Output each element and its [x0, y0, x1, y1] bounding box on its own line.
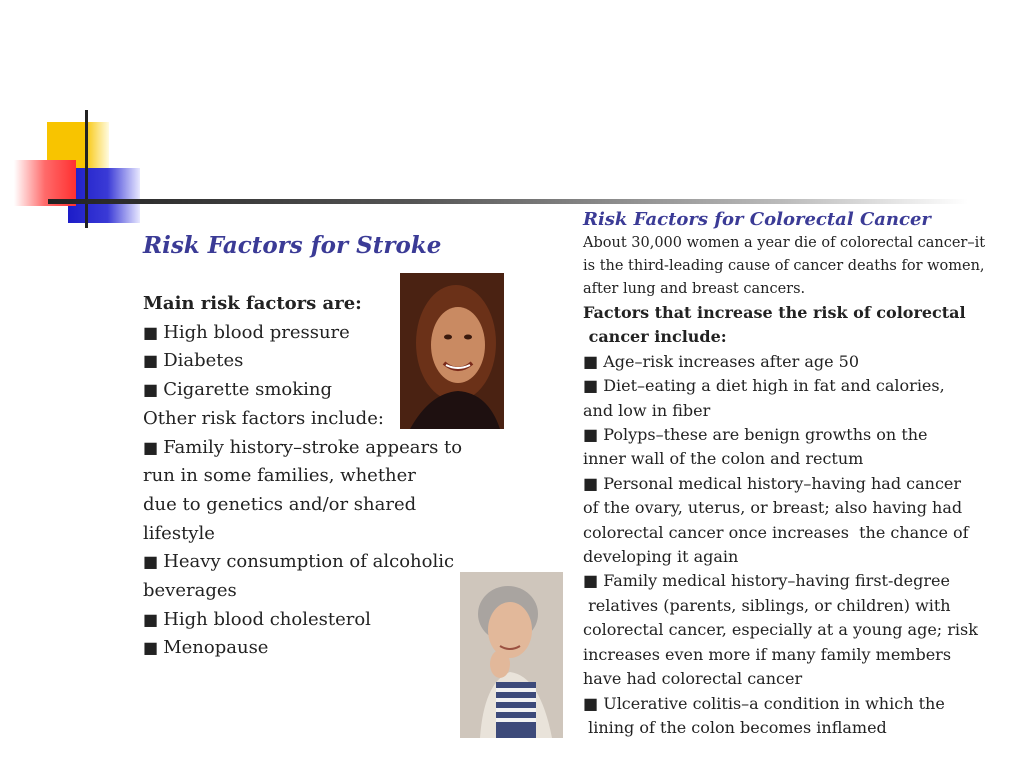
colorectal-item-text: Age–risk increases after age 50 — [603, 351, 860, 371]
stroke-item-text: High blood cholesterol — [163, 608, 371, 630]
stroke-item-line — [143, 606, 473, 635]
colorectal-item-line — [583, 692, 1003, 716]
stroke-item-text: Cigarette smoking — [163, 379, 333, 401]
colorectal-item-text: Ulcerative colitis–a condition in which the — [603, 693, 945, 713]
bullet-square-icon: ■ — [143, 437, 164, 457]
stroke-item-line — [143, 491, 473, 520]
colorectal-item-line — [583, 594, 1003, 618]
stroke-item-text: Family history–stroke appears to — [163, 436, 463, 458]
stroke-item-line — [143, 548, 473, 577]
colorectal-item-line — [583, 472, 1003, 496]
header-divider-line — [48, 199, 968, 204]
colorectal-item-line — [583, 423, 1003, 447]
colorectal-item-line — [583, 569, 1003, 593]
colorectal-intro-line: is the third-leading cause of cancer deaths for women, — [583, 258, 985, 274]
colorectal-item-text: lining of the colon becomes inflamed — [583, 717, 887, 737]
colorectal-intro-line: after lung and breast cancers. — [583, 281, 806, 297]
colorectal-title: Risk Factors for Colorectal Cancer — [583, 209, 931, 230]
colorectal-item-line — [583, 374, 1003, 398]
bullet-square-icon: ■ — [143, 638, 164, 658]
woman-smiling-photo — [400, 273, 504, 429]
stroke-item-line — [143, 634, 473, 663]
colorectal-item-text: colorectal cancer, especially at a young age; risk — [583, 620, 978, 640]
bullet-square-icon: ■ — [583, 351, 604, 371]
colorectal-item-line — [583, 545, 1003, 569]
colorectal-item-line — [583, 521, 1003, 545]
stroke-item-text: High blood pressure — [163, 321, 350, 343]
bullet-square-icon: ■ — [583, 571, 604, 591]
bullet-square-icon: ■ — [583, 376, 604, 396]
logo-vertical-line — [85, 110, 88, 228]
colorectal-intro-line: About 30,000 women a year die of colorectal cancer–it — [583, 235, 986, 251]
stroke-item-text: due to genetics and/or shared — [143, 493, 417, 515]
stroke-item-line — [143, 577, 473, 606]
colorectal-item-line — [583, 716, 1003, 740]
colorectal-item-line — [583, 618, 1003, 642]
colorectal-item-line — [583, 643, 1003, 667]
factors-heading-line: cancer include: — [583, 327, 727, 347]
colorectal-item-text: and low in fiber — [583, 400, 711, 420]
colorectal-item-line — [583, 496, 1003, 520]
colorectal-item-text: Personal medical history–having had cancer — [603, 473, 962, 493]
stroke-title: Risk Factors for Stroke — [143, 232, 442, 259]
colorectal-item-text: developing it again — [583, 547, 739, 567]
colorectal-item-line — [583, 399, 1003, 423]
stroke-item-text: Diabetes — [163, 350, 244, 372]
bullet-square-icon: ■ — [143, 552, 164, 572]
stroke-item-text: Other risk factors include: — [143, 407, 384, 429]
bullet-square-icon: ■ — [143, 380, 164, 400]
colorectal-item-text: colorectal cancer once increases the chance of — [583, 522, 969, 542]
stroke-item-text: Menopause — [163, 637, 269, 659]
colorectal-item-line — [583, 350, 1003, 374]
colorectal-item-text: Diet–eating a diet high in fat and calories, — [603, 376, 945, 396]
older-woman-photo — [460, 572, 563, 738]
colorectal-section — [583, 208, 1003, 740]
colorectal-item-text: increases even more if many family members — [583, 644, 952, 664]
colorectal-item-text: Family medical history–having first-degree — [603, 571, 950, 591]
bullet-square-icon: ■ — [583, 425, 604, 445]
stroke-item-line — [143, 434, 473, 463]
stroke-item-text: beverages — [143, 580, 237, 602]
colorectal-item-text: Polyps–these are benign growths on the — [603, 425, 928, 445]
bullet-square-icon: ■ — [143, 322, 164, 342]
stroke-item-text: lifestyle — [143, 522, 215, 544]
logo-blue-square — [68, 168, 140, 223]
stroke-item-line — [143, 520, 473, 549]
bullet-square-icon: ■ — [143, 351, 164, 371]
colorectal-item-text: inner wall of the colon and rectum — [583, 449, 864, 469]
colorectal-list — [583, 350, 1003, 741]
colorectal-item-text: have had colorectal cancer — [583, 669, 803, 689]
stroke-item-text: Main risk factors are: — [143, 293, 362, 314]
stroke-item-text: run in some families, whether — [143, 465, 416, 487]
stroke-item-text: Heavy consumption of alcoholic — [163, 551, 455, 573]
colorectal-item-text: of the ovary, uterus, or breast; also having had — [583, 498, 963, 518]
colorectal-item-text: relatives (parents, siblings, or children) with — [583, 595, 951, 615]
factors-heading-line: Factors that increase the risk of colorectal — [583, 303, 966, 322]
colorectal-item-line — [583, 447, 1003, 471]
stroke-item-line — [143, 462, 473, 491]
bullet-square-icon: ■ — [143, 609, 164, 629]
colorectal-item-line — [583, 667, 1003, 691]
bullet-square-icon: ■ — [583, 693, 604, 713]
bullet-square-icon: ■ — [583, 473, 604, 493]
